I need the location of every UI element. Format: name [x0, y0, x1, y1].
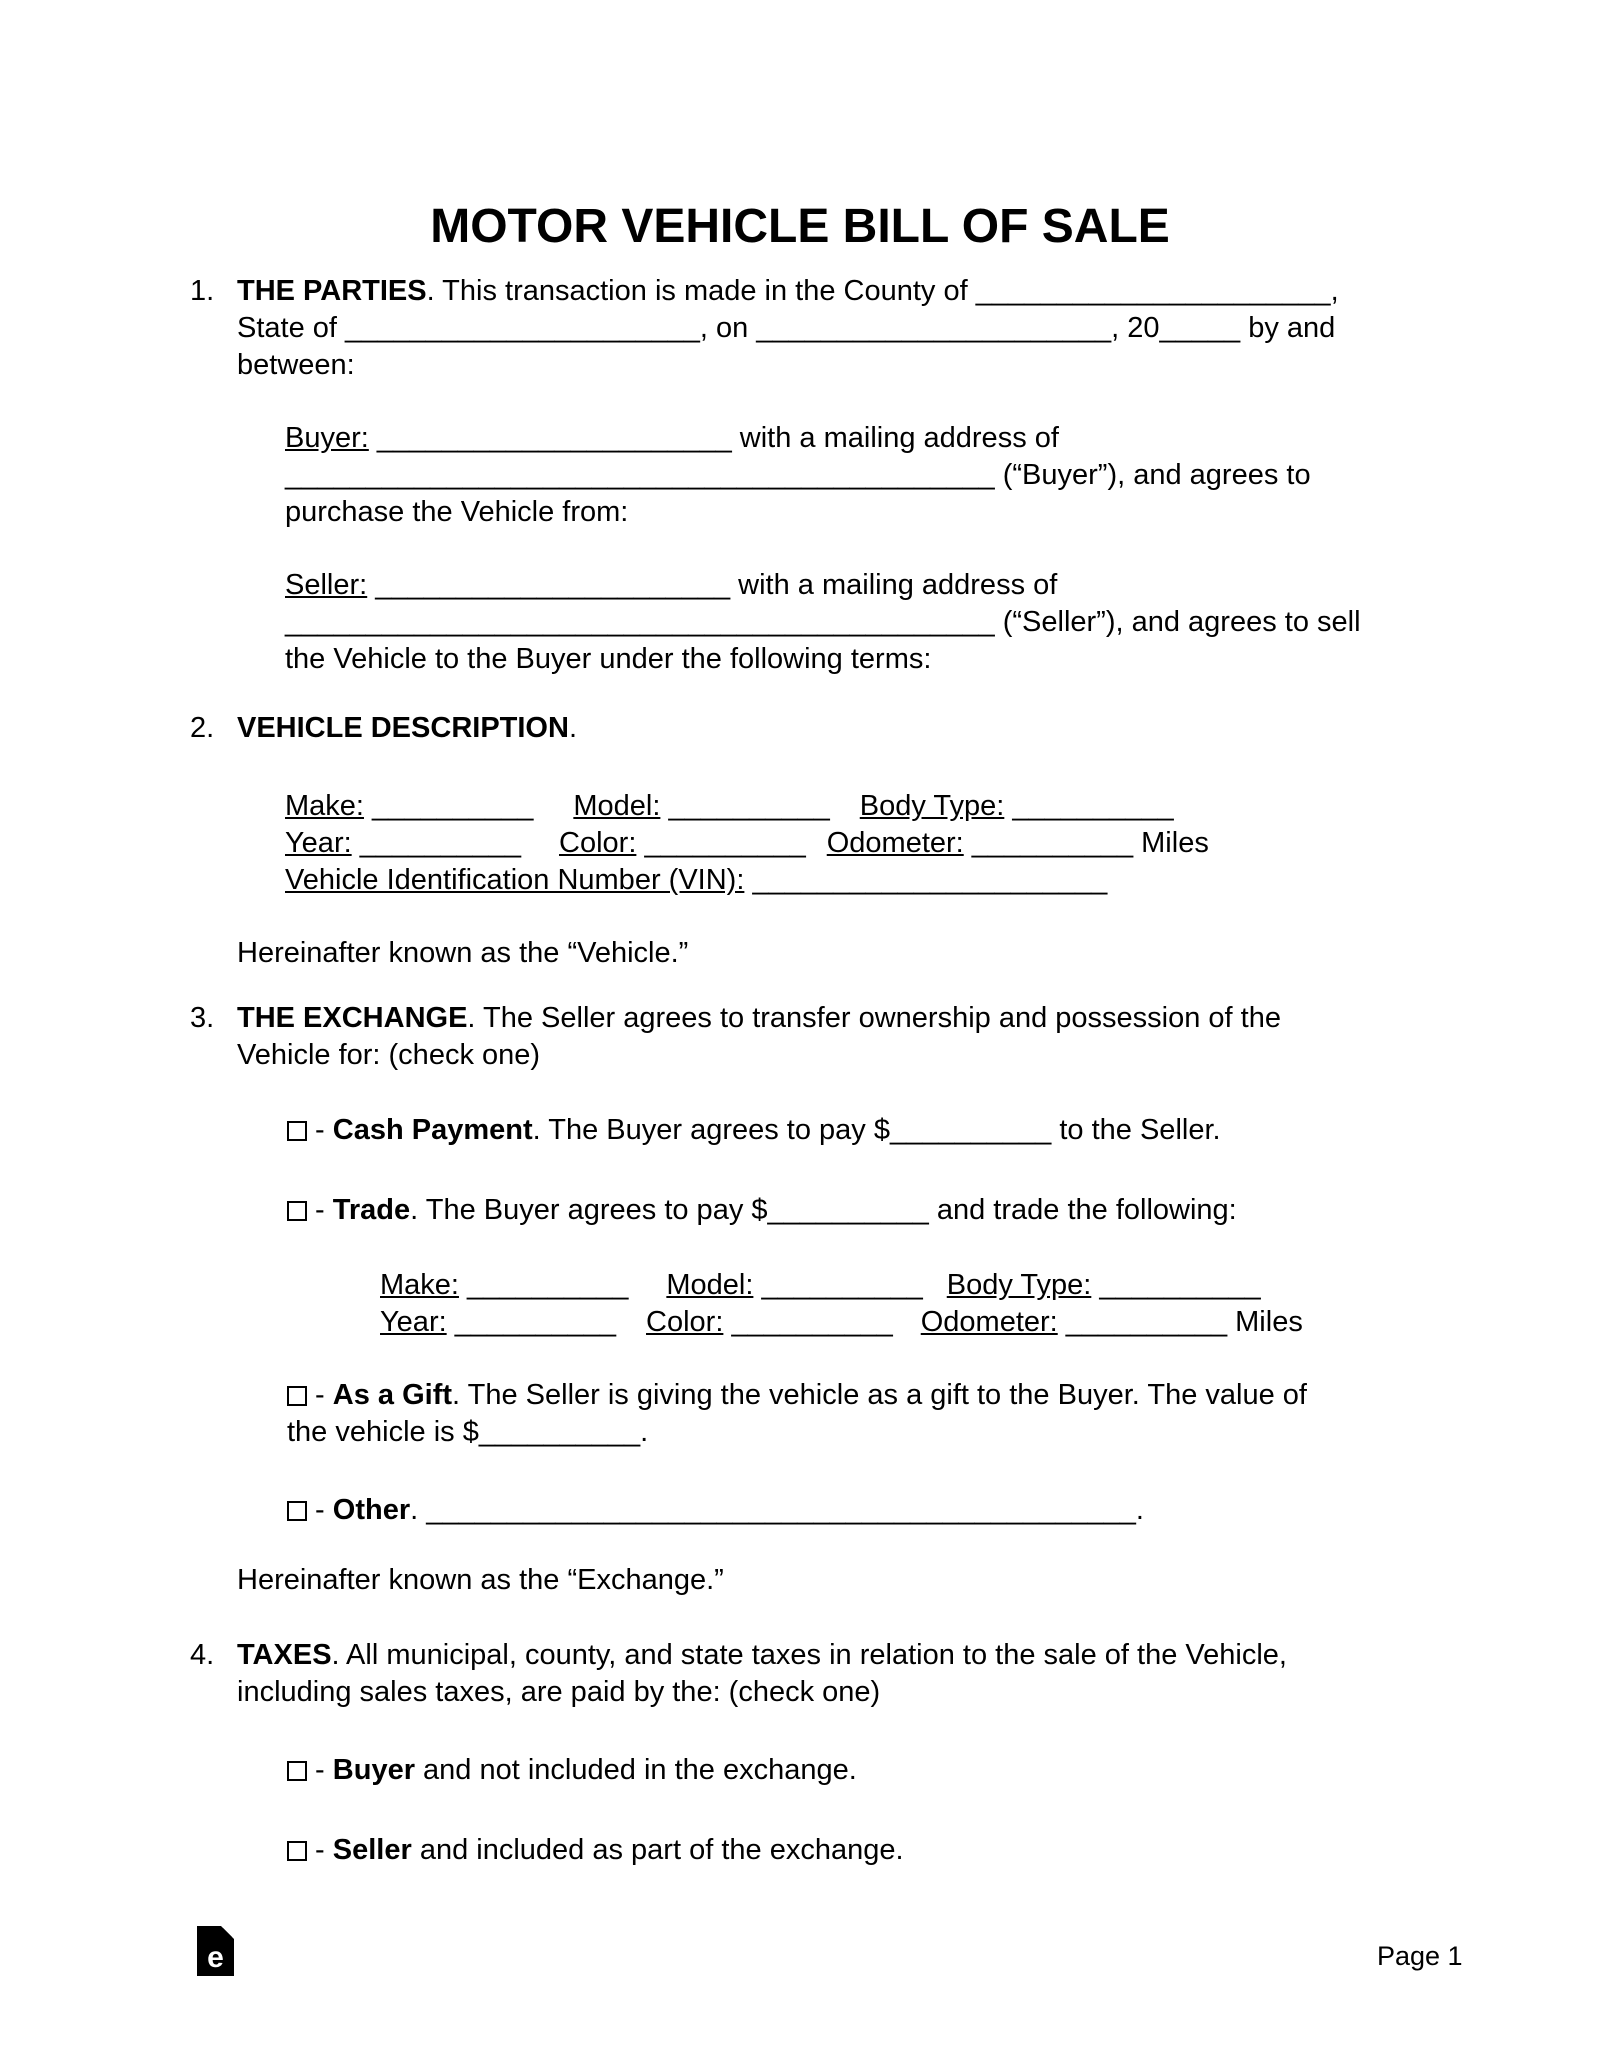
section-2-vehicle-description	[190, 710, 577, 747]
trade-vehicle-fields	[380, 1267, 1303, 1341]
text-run: Vehicle for: (check one)	[237, 1039, 541, 1071]
hereinafter-exchange-note	[237, 1562, 724, 1599]
text-run: .	[640, 1416, 649, 1448]
text-line	[237, 1562, 724, 1599]
blank-field: ______________________	[345, 312, 700, 344]
blank-field: __________	[761, 1269, 923, 1301]
text-line	[380, 1304, 1303, 1341]
text-run	[447, 1306, 455, 1338]
text-run: (“Seller”), and agrees to sell	[994, 606, 1361, 638]
trade-checkbox[interactable]	[287, 1201, 307, 1221]
text-run: Trade	[332, 1194, 411, 1226]
text-run: .	[410, 1494, 427, 1526]
text-run: VEHICLE DESCRIPTION	[237, 712, 569, 744]
text-run: . The Seller agrees to transfer ownership and possession of the	[467, 1002, 1281, 1034]
buyercb-checkbox[interactable]	[287, 1761, 307, 1781]
section-number: 4.	[190, 1639, 215, 1671]
text-run: (“Buyer”), and agrees to	[994, 459, 1311, 491]
blank-field: __________	[644, 827, 806, 859]
blank-field: ____________________________________________	[285, 459, 995, 491]
tab-space	[923, 1293, 947, 1294]
blank-field: __________	[1099, 1269, 1261, 1301]
section-3-the-exchange	[190, 1000, 1281, 1074]
blank-field: __________	[478, 1416, 641, 1448]
tab-space	[521, 851, 559, 852]
text-line	[285, 641, 1361, 678]
blank-field: ______________________	[376, 422, 732, 454]
logo-letter-e: e	[207, 1941, 224, 1974]
section-number: 1.	[190, 275, 215, 307]
blank-field: ______________________	[975, 275, 1331, 307]
text-run: As a Gift	[332, 1379, 453, 1411]
text-line	[287, 1752, 857, 1789]
field-label: Color:	[646, 1306, 724, 1338]
text-run	[364, 790, 372, 822]
section-1-the-parties	[190, 273, 1339, 384]
text-run: to the Seller.	[1051, 1114, 1221, 1146]
text-line	[237, 273, 1339, 310]
text-run: Hereinafter known as the “Vehicle.”	[237, 937, 689, 969]
text-run	[459, 1269, 467, 1301]
section-number: 3.	[190, 1002, 215, 1034]
blank-field: __________	[1065, 1306, 1228, 1338]
blank-field: ______________________	[756, 312, 1112, 344]
text-run: Hereinafter known as the “Exchange.”	[237, 1564, 724, 1596]
field-label: Model:	[666, 1269, 754, 1301]
cash-checkbox[interactable]	[287, 1121, 307, 1141]
text-run	[352, 827, 360, 859]
field-label: Make:	[380, 1269, 459, 1301]
trade-option	[287, 1192, 1237, 1229]
text-run: the Vehicle to the Buyer under the following terms:	[285, 643, 932, 675]
field-label: Vehicle Identification Number (VIN):	[285, 864, 745, 896]
text-line	[285, 604, 1361, 641]
text-run: -	[307, 1834, 333, 1866]
field-label: Color:	[559, 827, 637, 859]
text-run: TAXES	[237, 1639, 332, 1671]
text-run: the vehicle is $	[287, 1416, 479, 1448]
blank-field: __________	[890, 1114, 1052, 1146]
gift-checkbox[interactable]	[287, 1386, 307, 1406]
text-run: Buyer	[332, 1754, 415, 1786]
taxes-buyer-option	[287, 1752, 857, 1789]
text-run: Miles	[1227, 1306, 1303, 1338]
tab-space	[628, 1293, 666, 1294]
text-line	[285, 494, 1311, 531]
page-number-label: Page 1	[1377, 1941, 1463, 1971]
text-run: State of	[237, 312, 346, 344]
tab-space	[806, 851, 827, 852]
blank-field: _____	[1159, 312, 1241, 344]
taxes-seller-option	[287, 1832, 904, 1869]
text-line	[237, 1637, 1287, 1674]
text-line	[237, 1674, 1287, 1711]
text-run: and not included in the exchange.	[414, 1754, 857, 1786]
text-run: including sales taxes, are paid by the: (check one)	[237, 1676, 881, 1708]
text-run: Seller	[332, 1834, 412, 1866]
blank-field: ____________________________________________	[285, 606, 995, 638]
text-line	[285, 862, 1209, 899]
text-line	[287, 1377, 1307, 1414]
gift-option	[287, 1377, 1307, 1451]
field-label: Body Type:	[859, 790, 1005, 822]
tab-space	[616, 1330, 646, 1331]
blank-field: __________	[731, 1306, 893, 1338]
text-run: and included as part of the exchange.	[411, 1834, 904, 1866]
text-line	[287, 1832, 904, 1869]
section-number: 2.	[190, 712, 215, 744]
blank-field: __________	[359, 827, 522, 859]
text-run: by and	[1240, 312, 1336, 344]
hereinafter-vehicle-note	[237, 935, 688, 972]
text-run: ,	[1330, 275, 1339, 307]
text-run	[964, 827, 972, 859]
text-run: -	[307, 1379, 333, 1411]
text-run: .	[1135, 1494, 1144, 1526]
tab-space	[830, 814, 860, 815]
text-line	[285, 788, 1209, 825]
blank-field: __________	[467, 1269, 629, 1301]
text-run: THE EXCHANGE	[237, 1002, 468, 1034]
blank-field: ______________________	[375, 569, 731, 601]
text-run: . All municipal, county, and state taxes in relation to the sale of the Vehicle,	[331, 1639, 1287, 1671]
text-run	[369, 422, 377, 454]
text-run: with a mailing address of	[730, 569, 1058, 601]
text-run: and trade the following:	[928, 1194, 1237, 1226]
text-run: . This transaction is made in the County of	[426, 275, 976, 307]
text-run: purchase the Vehicle from:	[285, 496, 629, 528]
field-label: Odometer:	[920, 1306, 1058, 1338]
text-run: with a mailing address of	[731, 422, 1059, 454]
field-label: Seller:	[285, 569, 368, 601]
field-label: Make:	[285, 790, 364, 822]
text-run: -	[307, 1494, 333, 1526]
text-run: -	[307, 1194, 333, 1226]
text-line	[237, 347, 1339, 384]
text-run: .	[568, 712, 577, 744]
section-4-taxes	[190, 1637, 1287, 1711]
text-line	[237, 1037, 1281, 1074]
text-run: . The Seller is giving the vehicle as a gift to the Buyer. The value of	[452, 1379, 1307, 1411]
sellercb-checkbox[interactable]	[287, 1841, 307, 1861]
page-fold-flap-icon	[223, 1928, 232, 1937]
text-line	[287, 1192, 1237, 1229]
field-label: Buyer:	[285, 422, 369, 454]
blank-field: __________	[971, 827, 1134, 859]
text-line	[285, 825, 1209, 862]
blank-field: __________	[668, 790, 830, 822]
blank-field: ______________________	[752, 864, 1108, 896]
text-line	[287, 1112, 1221, 1149]
eforms-logo	[197, 1926, 234, 1976]
text-run: between:	[237, 349, 355, 381]
text-run: , 20	[1111, 312, 1160, 344]
blank-field: __________	[454, 1306, 617, 1338]
text-line	[285, 567, 1361, 604]
field-label: Year:	[285, 827, 352, 859]
text-run: Miles	[1133, 827, 1209, 859]
blank-field: __________	[767, 1194, 929, 1226]
text-run: THE PARTIES	[237, 275, 427, 307]
buyer-paragraph	[285, 420, 1311, 531]
text-run: . The Buyer agrees to pay $	[532, 1114, 890, 1146]
page-title: MOTOR VEHICLE BILL OF SALE	[430, 200, 1170, 253]
text-run: -	[307, 1754, 333, 1786]
other-option	[287, 1492, 1144, 1529]
text-line	[285, 420, 1311, 457]
blank-field: __________	[1012, 790, 1174, 822]
text-run: . The Buyer agrees to pay $	[410, 1194, 768, 1226]
cash-payment-option	[287, 1112, 1221, 1149]
blank-field: ____________________________________________	[426, 1494, 1136, 1526]
other-checkbox[interactable]	[287, 1501, 307, 1521]
tab-space	[893, 1330, 921, 1331]
text-line	[237, 935, 688, 972]
field-label: Odometer:	[826, 827, 964, 859]
field-label: Body Type:	[946, 1269, 1092, 1301]
text-run: Cash Payment	[332, 1114, 533, 1146]
field-label: Year:	[380, 1306, 447, 1338]
field-label: Model:	[573, 790, 661, 822]
text-line	[237, 1000, 1281, 1037]
text-run	[1058, 1306, 1066, 1338]
blank-field: __________	[372, 790, 534, 822]
vehicle-description-fields	[285, 788, 1209, 899]
tab-space	[533, 814, 573, 815]
text-line	[237, 710, 577, 747]
text-run: -	[307, 1114, 333, 1146]
text-run: , on	[699, 312, 757, 344]
text-line	[285, 457, 1311, 494]
text-line	[287, 1492, 1144, 1529]
text-line	[237, 310, 1339, 347]
seller-paragraph	[285, 567, 1361, 678]
text-run: Other	[332, 1494, 411, 1526]
text-line	[287, 1414, 1307, 1451]
text-line	[380, 1267, 1303, 1304]
